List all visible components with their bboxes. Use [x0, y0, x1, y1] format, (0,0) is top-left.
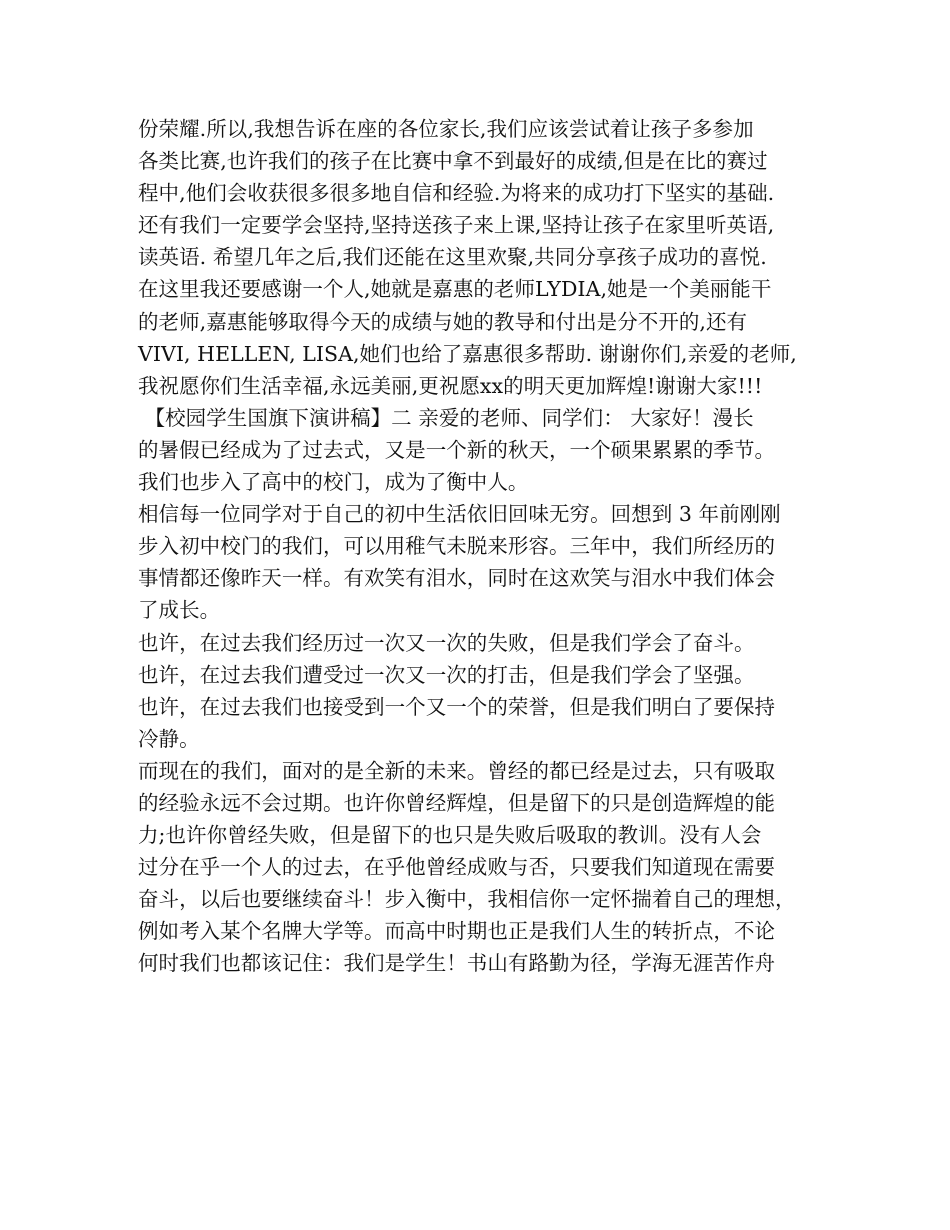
text-line: 也许，在过去我们也接受到一个又一个的荣誉，但是我们明白了要保持 — [138, 694, 776, 719]
text-line: 读英语. 希望几年之后,我们还能在这里欢聚,共同分享孩子成功的喜悦. — [138, 245, 767, 270]
text-line: 也许，在过去我们遭受过一次又一次的打击，但是我们学会了坚强。 — [138, 662, 755, 687]
text-line: 事情都还像昨天一样。有欢笑有泪水，同时在这欢笑与泪水中我们体会 — [138, 566, 776, 591]
text-line: 何时我们也都该记住：我们是学生！书山有路勤为径，学海无涯苦作舟 — [138, 951, 776, 976]
text-line: 例如考入某个名牌大学等。而高中时期也正是我们人生的转折点，不论 — [138, 919, 776, 944]
text-line: 我祝愿你们生活幸福,永远美丽,更祝愿xx的明天更加辉煌!谢谢大家!!! — [138, 373, 763, 398]
text-line: 步入初中校门的我们，可以用稚气未脱来形容。三年中，我们所经历的 — [138, 534, 776, 559]
text-line: 奋斗，以后也要继续奋斗！步入衡中，我相信你一定怀揣着自己的理想， — [138, 887, 796, 912]
text-line: 而现在的我们，面对的是全新的未来。曾经的都已经是过去，只有吸取 — [138, 758, 776, 783]
text-line: 程中,他们会收获很多很多地自信和经验.为将来的成功打下坚实的基础. — [138, 181, 775, 206]
text-line: VIVI, HELLEN, LISA,她们也给了嘉惠很多帮助. 谢谢你们,亲爱的老师, — [138, 341, 797, 366]
text-line: 的经验永远不会过期。也许你曾经辉煌，但是留下的只是创造辉煌的能 — [138, 790, 776, 815]
text-line: 力;也许你曾经失败，但是留下的也只是失败后吸取的教训。没有人会 — [138, 823, 762, 848]
text-line: 相信每一位同学对于自己的初中生活依旧回味无穷。回想到 3 年前刚刚 — [138, 502, 781, 527]
section-heading-line: 【校园学生国旗下演讲稿】二 亲爱的老师、同学们： 大家好！漫长 — [138, 405, 754, 430]
text-line: 各类比赛,也许我们的孩子在比赛中拿不到最好的成绩,但是在比的赛过 — [138, 149, 768, 174]
text-line: 在这里我还要感谢一个人,她就是嘉惠的老师LYDIA,她是一个美丽能干 — [138, 277, 772, 302]
text-line: 的老师,嘉惠能够取得今天的成绩与她的教导和付出是分不开的,还有 — [138, 309, 748, 334]
text-line: 过分在乎一个人的过去，在乎他曾经成败与否，只要我们知道现在需要 — [138, 855, 776, 880]
text-line: 还有我们一定要学会坚持,坚持送孩子来上课,坚持让孩子在家里听英语, — [138, 213, 775, 238]
text-line: 也许，在过去我们经历过一次又一次的失败，但是我们学会了奋斗。 — [138, 630, 755, 655]
text-line: 的暑假已经成为了过去式，又是一个新的秋天，一个硕果累累的季节。 — [138, 437, 776, 462]
text-line: 份荣耀.所以,我想告诉在座的各位家长,我们应该尝试着让孩子多参加 — [138, 117, 754, 141]
body-text — [138, 113, 838, 980]
text-line: 冷静。 — [138, 726, 200, 751]
text-line: 了成长。 — [138, 598, 221, 623]
text-line: 我们也步入了高中的校门，成为了衡中人。 — [138, 470, 529, 495]
